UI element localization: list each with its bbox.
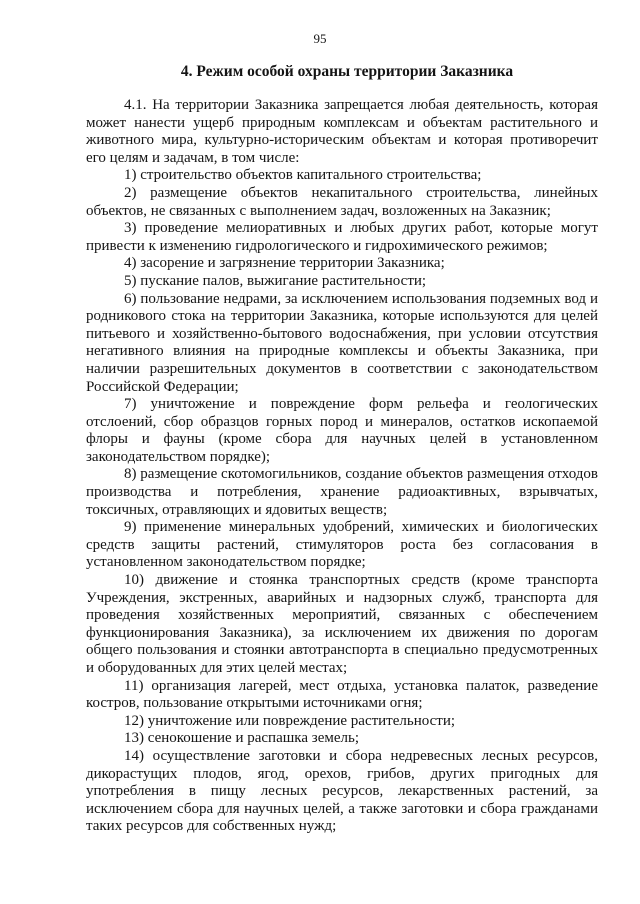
list-item-10: 10) движение и стоянка транспортных средств (кроме транспорта Учреждения, экстренных, аварийных и надзорных служб, транспорта для проведения хозяйственных мероприятий, связанных с обеспечением функционирования Заказника), за исключением их движения по дорогам общего пользования и стоянки автотранспорта в специально предусмотренных и оборудованных для этих целей местах; bbox=[86, 572, 598, 676]
list-item-7: 7) уничтожение и повреждение форм рельефа и геологических отслоений, сбор образцов горных пород и минералов, остатков ископаемой флоры и фауны (кроме сбора для научных целей в установленном законодательством порядке); bbox=[86, 396, 598, 465]
section-heading: 4. Режим особой охраны территории Заказника bbox=[180, 63, 514, 80]
list-item-1: 1) строительство объектов капитального строительства; bbox=[124, 167, 482, 184]
list-item-4: 4) засорение и загрязнение территории Заказника; bbox=[124, 255, 445, 272]
page-number: 95 bbox=[313, 31, 327, 46]
list-item-9: 9) применение минеральных удобрений, химических и биологических средств защиты растений, стимуляторов роста без согласования в установленном законодательством порядке; bbox=[86, 519, 598, 571]
list-item-14: 14) осуществление заготовки и сбора недревесных лесных ресурсов, дикорастущих плодов, ягод, орехов, грибов, других пригодных для употребления в пищу лесных ресурсов, лекарственных растений, за исключением сбора для научных целей, а также заготовки и сбора гражданами таких ресурсов для собственных нужд; bbox=[86, 747, 598, 835]
list-item-11: 11) организация лагерей, мест отдыха, установка палаток, разведение костров, пользование открытыми источниками огня; bbox=[86, 677, 598, 712]
list-item-2: 2) размещение объектов некапитального строительства, линейных объектов, не связанных с выполнением задач, возложенных на Заказник; bbox=[86, 184, 598, 219]
list-item-13: 13) сенокошение и распашка земель; bbox=[124, 730, 359, 747]
list-item-6: 6) пользование недрами, за исключением использования подземных вод и родникового стока на территории Заказника, которые используются для целей питьевого и хозяйственно-бытового водоснабжения, при условии отсутствия негативного влияния на природные комплексы и объекты Заказника, при наличии разрешительных документов в соответствии с законодательством Российской Федерации; bbox=[86, 290, 598, 395]
list-item-8: 8) размещение скотомогильников, создание объектов размещения отходов производства и потребления, хранение радиоактивных, взрывчатых, токсичных, отравляющих и ядовитых веществ; bbox=[86, 466, 598, 518]
section-body bbox=[86, 97, 598, 836]
list-item-3: 3) проведение мелиоративных и любых других работ, которые могут привести к изменению гидрологического и гидрохимического режимов; bbox=[86, 220, 598, 254]
list-item-5: 5) пускание палов, выжигание растительности; bbox=[124, 272, 427, 289]
paragraph-intro: 4.1. На территории Заказника запрещается любая деятельность, которая может нанести ущерб природным комплексам и объектам растительного и животного мира, культурно-историческим объектам и которая противоречит его целям и задачам, в том числе: bbox=[86, 97, 598, 166]
list-item-12: 12) уничтожение или повреждение растительности; bbox=[124, 712, 456, 729]
